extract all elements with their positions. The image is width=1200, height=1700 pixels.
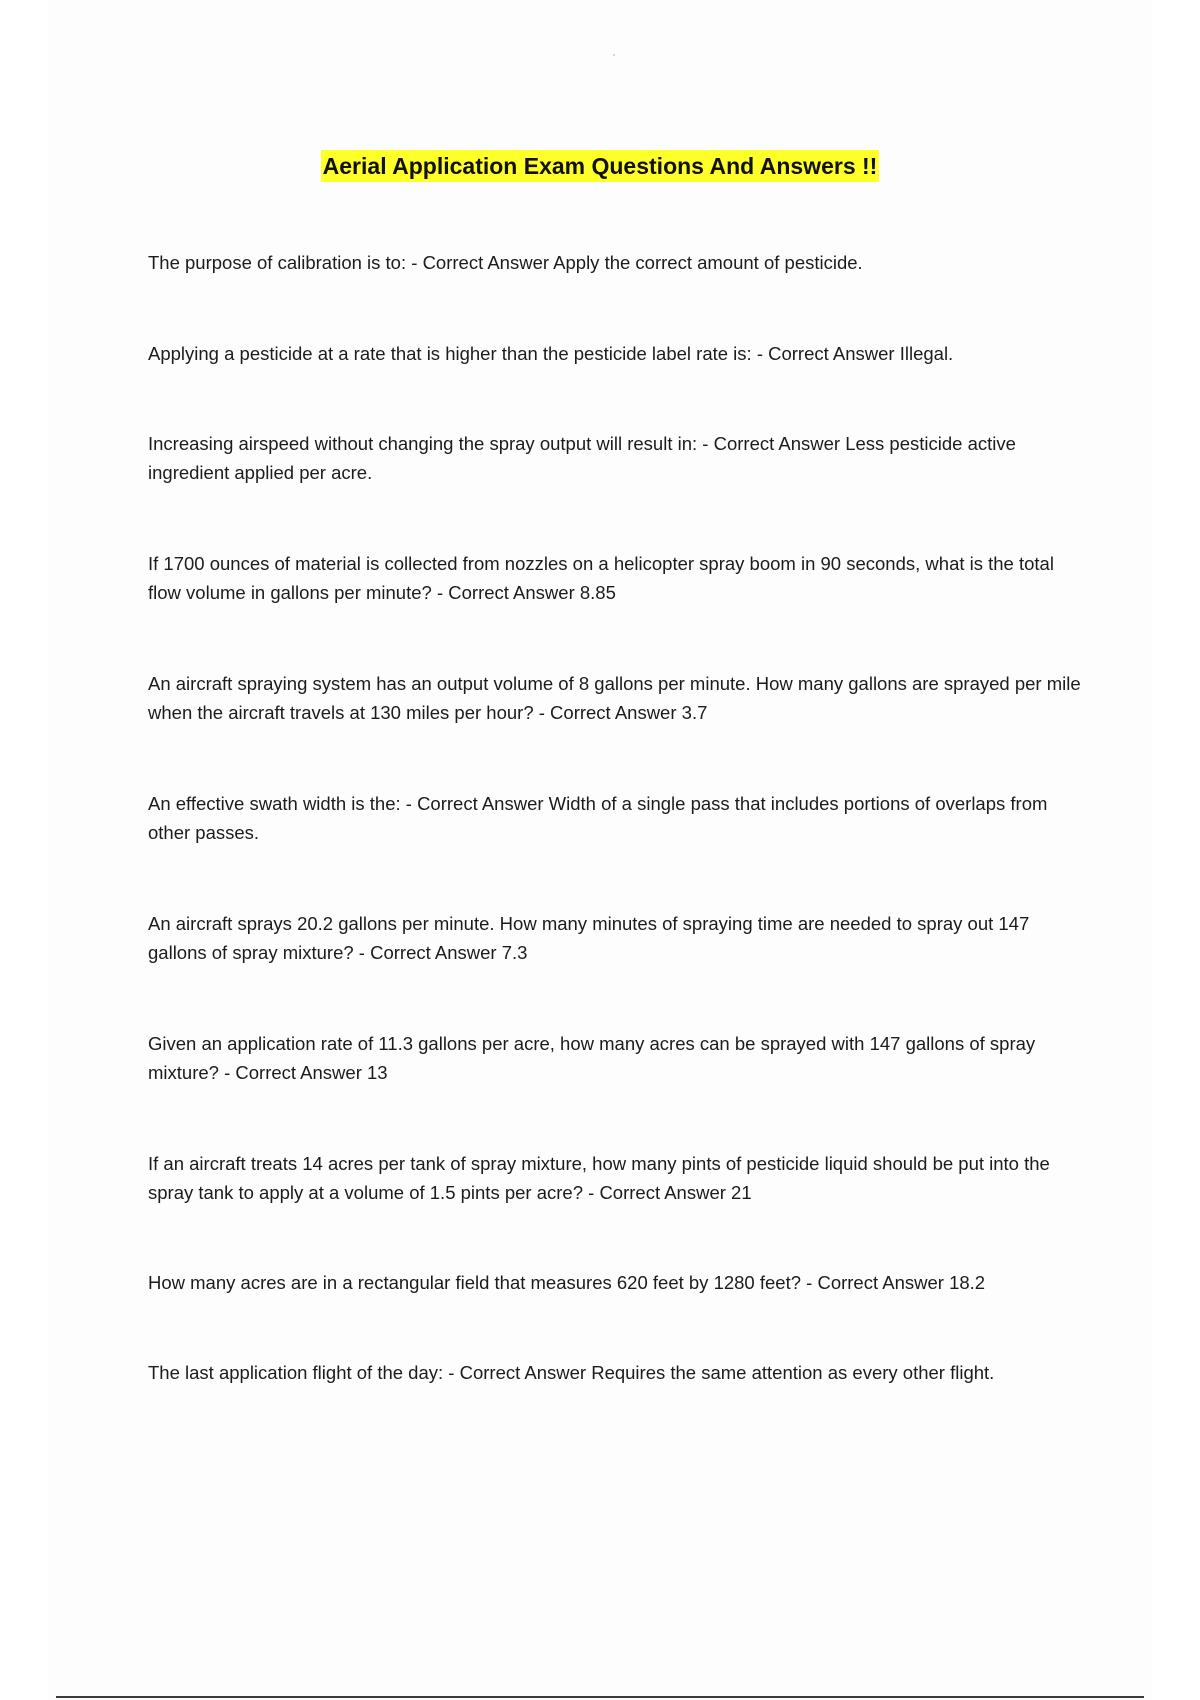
answer-label: - Correct Answer	[224, 1062, 362, 1083]
qa-item-5	[148, 669, 1088, 727]
answer-text: Illegal.	[899, 343, 954, 364]
question-text: Increasing airspeed without changing the spray output will result in:	[148, 433, 698, 454]
qa-item-1	[148, 248, 1088, 277]
qa-item-2	[148, 339, 1088, 368]
answer-label: - Correct Answer	[756, 343, 895, 364]
question-text: If an aircraft treats 14 acres per tank of spray mixture, how many pints of pesticide liquid should be put into the spray tank to apply at a volume of 1.5 pints per acre?	[148, 1153, 1050, 1203]
answer-label: - Correct Answer	[806, 1272, 944, 1293]
answer-text: 13	[367, 1062, 388, 1083]
qa-item-6	[148, 789, 1088, 847]
document-title: Aerial Application Exam Questions And Answers !!	[321, 150, 880, 182]
answer-text: 8.85	[579, 582, 616, 603]
answer-text: 18.2	[949, 1272, 986, 1293]
answer-label: - Correct Answer	[411, 252, 550, 273]
answer-text: 3.7	[681, 702, 708, 723]
scan-speck	[613, 54, 615, 56]
answer-text: 21	[731, 1182, 752, 1203]
answer-text: Less pesticide active ingredient applied per acre.	[148, 433, 1016, 483]
answer-label: - Correct Answer	[702, 433, 841, 454]
answer-label: - Correct Answer	[448, 1362, 587, 1383]
question-text: Given an application rate of 11.3 gallons per acre, how many acres can be sprayed with 147 gallons of spray mixture?	[148, 1033, 1036, 1083]
qa-item-3	[148, 429, 1088, 487]
question-text: If 1700 ounces of material is collected from nozzles on a helicopter spray boom in 90 seconds, what is the total flow volume in gallons per minute?	[148, 553, 1054, 603]
answer-label: - Correct Answer	[405, 793, 544, 814]
question-text: An aircraft spraying system has an output volume of 8 gallons per minute. How many gallons are sprayed per mile when the aircraft travels at 130 miles per hour?	[148, 673, 1081, 723]
qa-item-7	[148, 909, 1088, 967]
title-container	[0, 150, 1200, 182]
answer-text: Requires the same attention as every other flight.	[591, 1362, 995, 1383]
answer-label: - Correct Answer	[588, 1182, 726, 1203]
answer-label: - Correct Answer	[436, 582, 575, 603]
answer-text: Width of a single pass that includes portions of overlaps from other passes.	[148, 793, 1048, 843]
answer-text: 7.3	[501, 942, 528, 963]
qa-item-9	[148, 1149, 1088, 1207]
answer-label: - Correct Answer	[358, 942, 497, 963]
answer-label: - Correct Answer	[538, 702, 677, 723]
question-text: How many acres are in a rectangular field that measures 620 feet by 1280 feet?	[148, 1272, 802, 1293]
question-text: An aircraft sprays 20.2 gallons per minute. How many minutes of spraying time are needed to spray out 147 gallons of spray mixture?	[148, 913, 1030, 963]
question-text: An effective swath width is the:	[148, 793, 401, 814]
qa-item-11	[148, 1358, 1088, 1387]
qa-item-4	[148, 549, 1088, 607]
question-text: Applying a pesticide at a rate that is higher than the pesticide label rate is:	[148, 343, 752, 364]
question-text: The last application flight of the day:	[148, 1362, 444, 1383]
answer-text: Apply the correct amount of pesticide.	[553, 252, 863, 273]
question-text: The purpose of calibration is to:	[148, 252, 407, 273]
qa-item-8	[148, 1029, 1088, 1087]
bottom-divider	[56, 1696, 1144, 1698]
qa-item-10	[148, 1268, 1088, 1297]
